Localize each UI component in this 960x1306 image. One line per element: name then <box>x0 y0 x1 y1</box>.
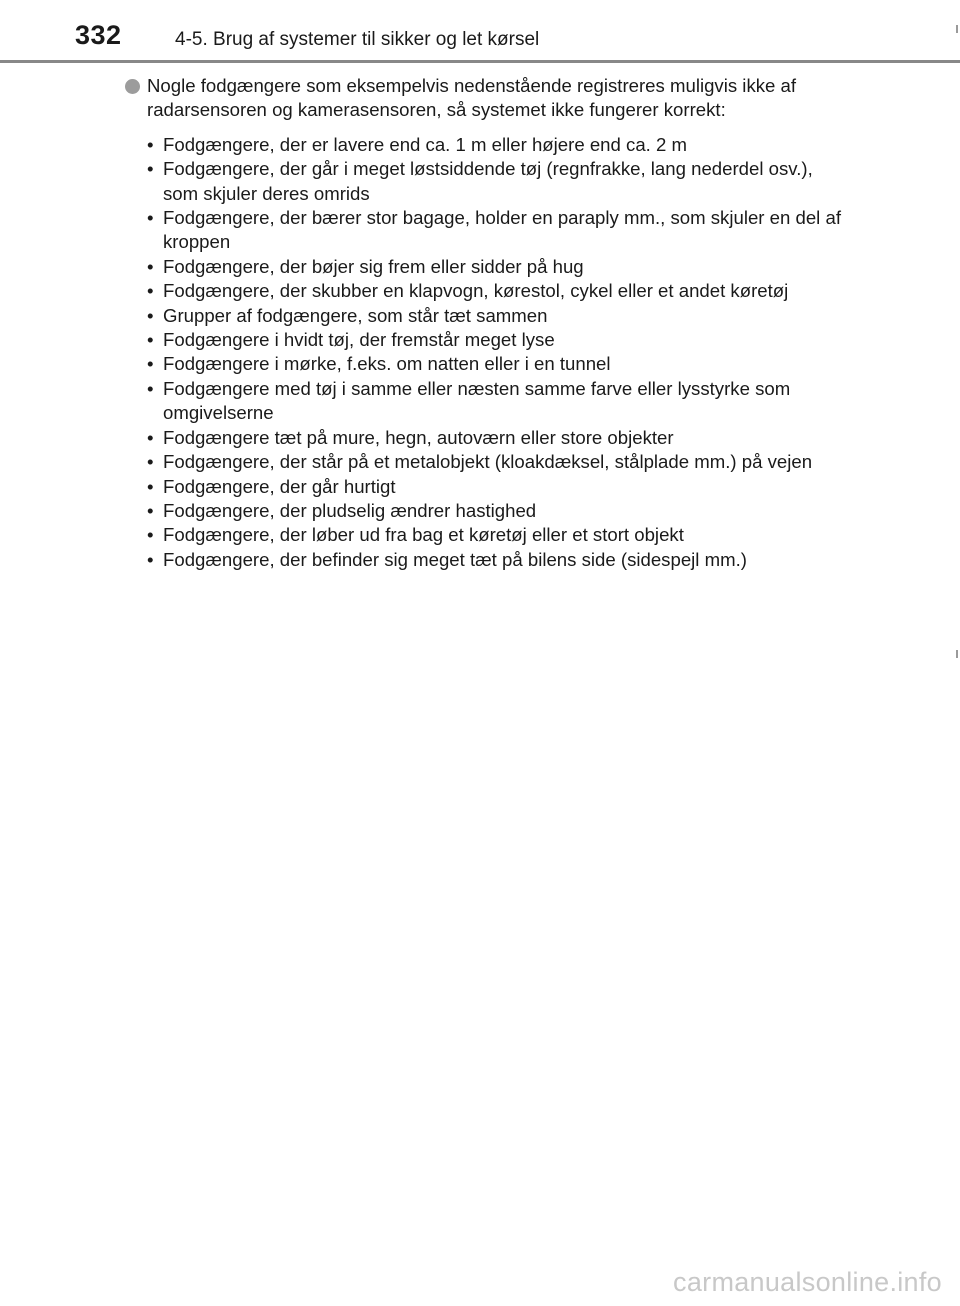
bullet-icon: • <box>147 451 154 473</box>
list-item <box>147 206 845 255</box>
list-item-text: Fodgængere, der går hurtigt <box>163 475 396 497</box>
bullet-icon: • <box>147 377 154 399</box>
header-divider <box>0 60 960 63</box>
bullet-icon: • <box>147 329 154 351</box>
list-item-text: Fodgængere, der bøjer sig frem eller sidder på hug <box>163 255 584 277</box>
bullet-icon: • <box>147 255 154 277</box>
list-item <box>147 475 845 499</box>
bullet-icon: • <box>147 524 154 546</box>
list-item <box>147 279 845 303</box>
list-item-text: Fodgængere, der er lavere end ca. 1 m eller højere end ca. 2 m <box>163 133 687 155</box>
chapter-title: 4-5. Brug af systemer til sikker og let kørsel <box>175 29 540 50</box>
list-item-text: Fodgængere, der pludselig ændrer hastighed <box>163 499 537 521</box>
bullet-icon: • <box>147 133 154 155</box>
list-item-text: Fodgængere i hvidt tøj, der fremstår meget lyse <box>163 329 555 351</box>
bullet-icon: • <box>147 548 154 570</box>
bullet-icon: • <box>147 353 154 375</box>
page-number: 332 <box>75 20 122 50</box>
bullet-icon: • <box>147 475 154 497</box>
edge-tick-mark <box>956 25 958 33</box>
bullet-icon: • <box>147 499 154 521</box>
site-watermark: carmanualsonline.info <box>673 1267 942 1297</box>
bullet-icon: • <box>147 207 154 229</box>
list-item <box>147 304 845 328</box>
list-item-text: Fodgængere, der går i meget løstsiddende tøj (regnfrakke, lang nederdel osv.), som skjuler deres omrids <box>163 158 813 204</box>
circle-bullet-icon <box>125 79 140 94</box>
list-item <box>147 426 845 450</box>
bullet-icon: • <box>147 304 154 326</box>
bullet-icon: • <box>147 426 154 448</box>
list-item-text: Fodgængere, der står på et metalobjekt (kloakdæksel, stålplade mm.) på vejen <box>163 451 813 473</box>
list-item <box>147 450 845 474</box>
list-item-text: Fodgængere, der skubber en klapvogn, kørestol, cykel eller et andet køretøj <box>163 280 789 302</box>
list-item <box>147 255 845 279</box>
list-item <box>147 548 845 572</box>
list-item-text: Fodgængere tæt på mure, hegn, autoværn eller store objekter <box>163 426 674 448</box>
bullet-icon: • <box>147 158 154 180</box>
list-item <box>147 157 845 206</box>
list-item-text: Fodgængere, der befinder sig meget tæt på bilens side (sidespejl mm.) <box>163 548 747 570</box>
intro-paragraph <box>125 74 845 123</box>
list-item-text: Fodgængere med tøj i samme eller næsten samme farve eller lysstyrke som omgivelserne <box>163 377 791 424</box>
list-item <box>147 377 845 426</box>
list-item-text: Fodgængere, der løber ud fra bag et køretøj eller et stort objekt <box>163 524 684 546</box>
list-item <box>147 133 845 157</box>
list-item <box>147 499 845 523</box>
intro-text: Nogle fodgængere som eksempelvis nedenstående registreres muligvis ikke af radarsensoren og kamerasensoren, så systemet ikke fungerer korrekt: <box>147 75 797 121</box>
main-content <box>125 74 845 572</box>
bullet-icon: • <box>147 280 154 302</box>
list-item <box>147 328 845 352</box>
edge-tick-mark <box>956 650 958 658</box>
list-item <box>147 523 845 547</box>
list-item-text: Fodgængere i mørke, f.eks. om natten eller i en tunnel <box>163 353 611 375</box>
page-header <box>0 0 960 64</box>
list-item-text: Grupper af fodgængere, som står tæt sammen <box>163 304 548 326</box>
pedestrian-list <box>125 133 845 572</box>
list-item-text: Fodgængere, der bærer stor bagage, holder en paraply mm., som skjuler en del af kroppen <box>163 207 841 253</box>
list-item <box>147 352 845 376</box>
